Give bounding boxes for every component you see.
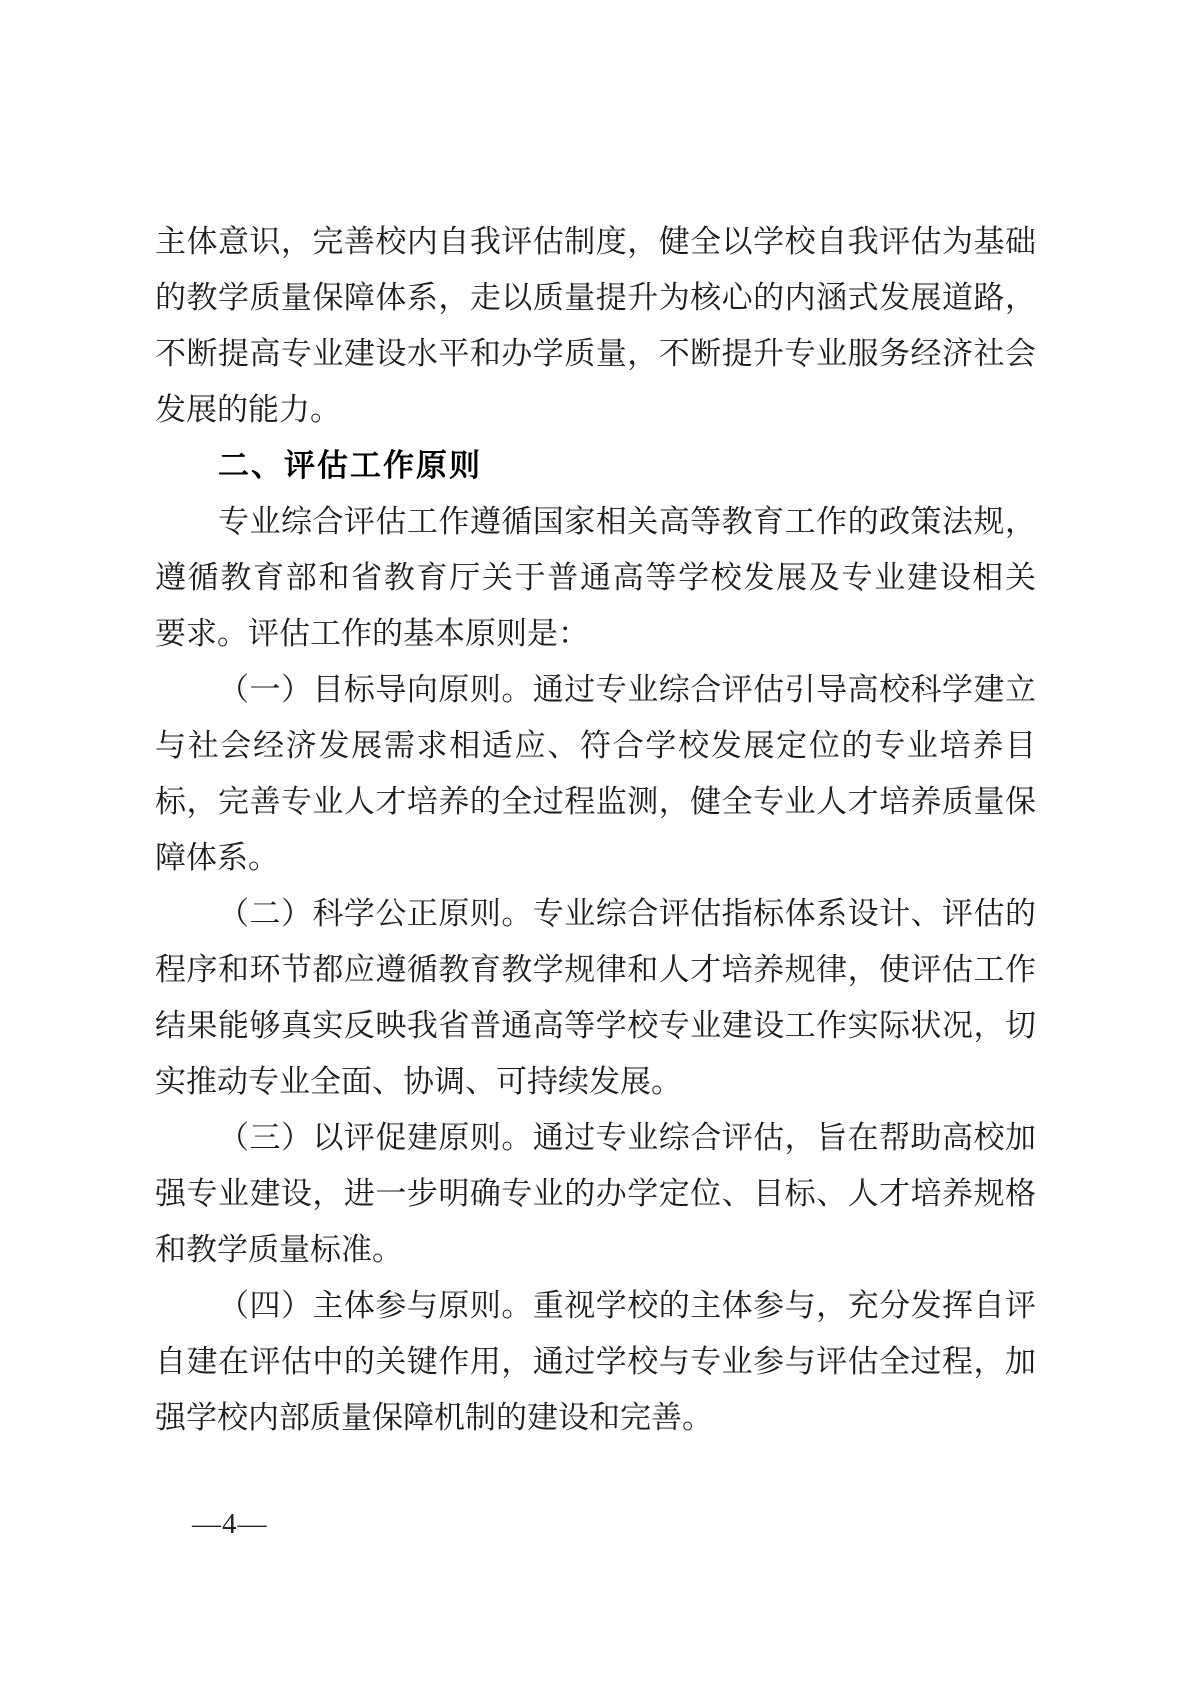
text-line: 自建在评估中的关键作用，通过学校与专业参与评估全过程，加 <box>155 1344 1036 1379</box>
text-line: 主体意识，完善校内自我评估制度，健全以学校自我评估为基础 <box>155 224 1036 259</box>
text-line: （一）目标导向原则。通过专业综合评估引导高校科学建立 <box>218 672 1036 707</box>
text-line: （四）主体参与原则。重视学校的主体参与，充分发挥自评 <box>218 1288 1036 1323</box>
paragraph <box>155 494 1036 662</box>
paragraph <box>155 1278 1036 1446</box>
text-line: 实推动专业全面、协调、可持续发展。 <box>155 1064 682 1099</box>
text-line: 障体系。 <box>155 840 279 875</box>
text-line: 结果能够真实反映我省普通高等学校专业建设工作实际状况，切 <box>155 1008 1036 1043</box>
paragraph <box>155 1110 1036 1278</box>
paragraph <box>155 214 1036 438</box>
page-number: —4— <box>192 1508 268 1540</box>
text-line: 不断提高专业建设水平和办学质量，不断提升专业服务经济社会 <box>155 336 1036 371</box>
text-line: 的教学质量保障体系，走以质量提升为核心的内涵式发展道路， <box>155 280 1036 315</box>
text-line: （二）科学公正原则。专业综合评估指标体系设计、评估的 <box>218 896 1036 931</box>
text-line: 和教学质量标准。 <box>155 1232 403 1267</box>
paragraph <box>155 886 1036 1110</box>
text-line: 强学校内部质量保障机制的建设和完善。 <box>155 1400 713 1435</box>
document-body <box>155 214 1036 1446</box>
section-heading: 二、评估工作原则 <box>218 448 482 483</box>
text-line: 遵循教育部和省教育厅关于普通高等学校发展及专业建设相关 <box>155 560 1036 595</box>
text-line: 与社会经济发展需求相适应、符合学校发展定位的专业培养目 <box>155 728 1036 763</box>
paragraph <box>155 662 1036 886</box>
text-line: 标，完善专业人才培养的全过程监测，健全专业人才培养质量保 <box>155 784 1036 819</box>
text-line: （三）以评促建原则。通过专业综合评估，旨在帮助高校加 <box>218 1120 1036 1155</box>
text-line: 要求。评估工作的基本原则是： <box>155 616 589 651</box>
text-line: 程序和环节都应遵循教育教学规律和人才培养规律，使评估工作 <box>155 952 1036 987</box>
text-line: 专业综合评估工作遵循国家相关高等教育工作的政策法规， <box>218 504 1036 539</box>
text-line: 发展的能力。 <box>155 392 341 427</box>
text-line: 强专业建设，进一步明确专业的办学定位、目标、人才培养规格 <box>155 1176 1036 1211</box>
